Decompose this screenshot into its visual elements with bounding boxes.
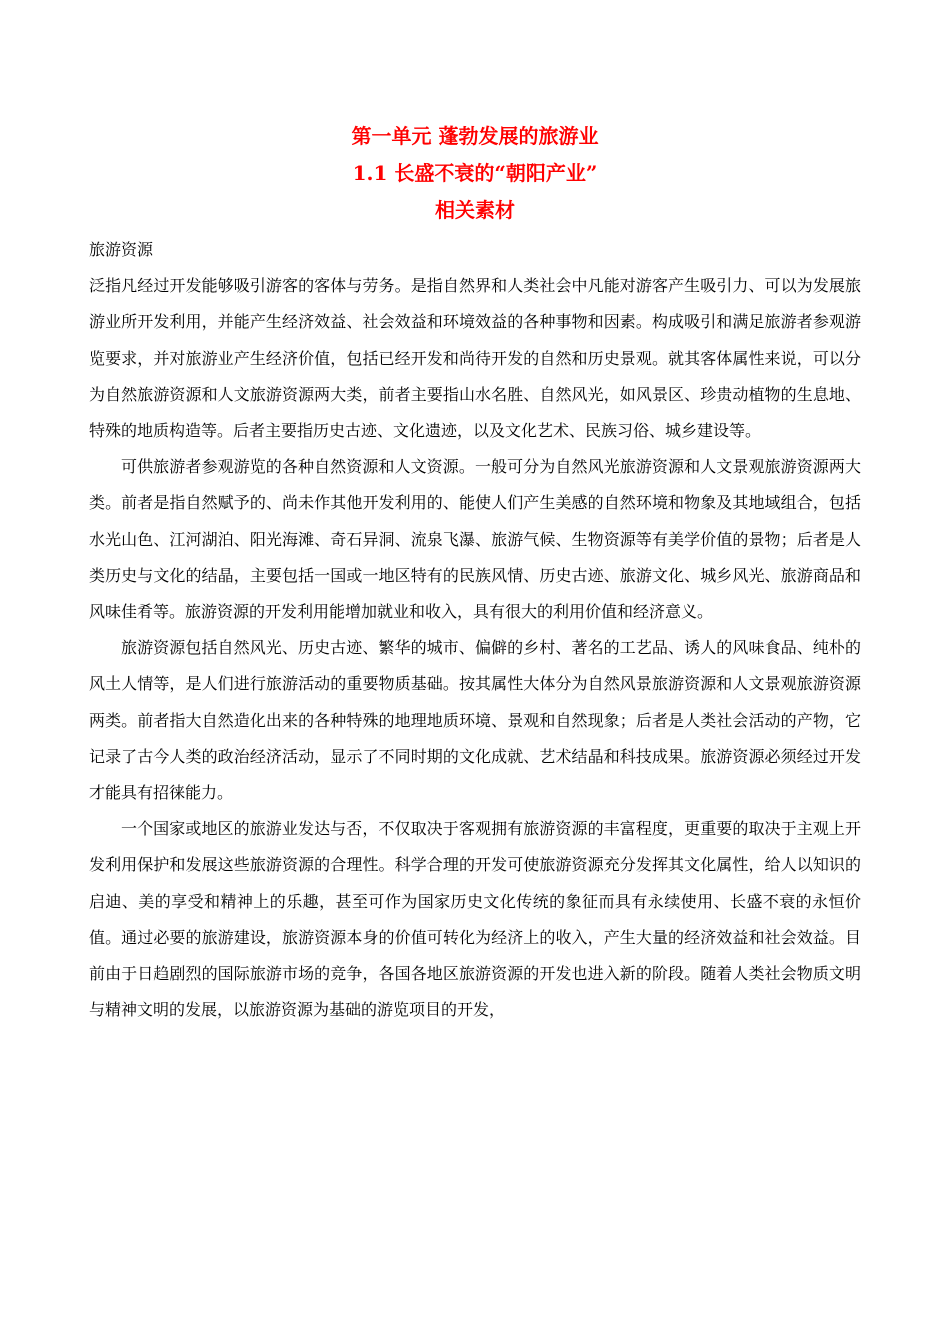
material-title: 相关素材 xyxy=(435,198,515,222)
body-text xyxy=(89,232,861,1028)
title-block xyxy=(0,118,950,229)
lesson-title: 1.1 长盛不衰的“朝阳产业” xyxy=(352,161,598,185)
paragraph-scope: 旅游资源包括自然风光、历史古迹、繁华的城市、偏僻的乡村、著名的工艺品、诱人的风味食品、纯朴的风土人情等，是人们进行旅游活动的重要物质基础。按其属性大体分为自然风景旅游资源和人文景观旅游资源两类。前者指大自然造化出来的各种特殊的地理地质环境、景观和自然现象；后者是人类社会活动的产物，它记录了古今人类的政治经济活动，显示了不同时期的文化成就、艺术结晶和科技成果。旅游资源必须经过开发才能具有招徕能力。 xyxy=(89,638,861,803)
section-heading: 旅游资源 xyxy=(89,240,154,259)
paragraph-development: 一个国家或地区的旅游业发达与否，不仅取决于客观拥有旅游资源的丰富程度，更重要的取决于主观上开发利用保护和发展这些旅游资源的合理性。科学合理的开发可使旅游资源充分发挥其文化属性，给人以知识的启迪、美的享受和精神上的乐趣，甚至可作为国家历史文化传统的象征而具有永续使用、长盛不衰的永恒价值。通过必要的旅游建设，旅游资源本身的价值可转化为经济上的收入，产生大量的经济效益和社会效益。目前由于日趋剧烈的国际旅游市场的竞争，各国各地区旅游资源的开发也进入新的阶段。随着人类社会物质文明与精神文明的发展，以旅游资源为基础的游览项目的开发， xyxy=(89,819,861,1020)
unit-title: 第一单元 蓬勃发展的旅游业 xyxy=(351,124,599,148)
paragraph-definition: 泛指凡经过开发能够吸引游客的客体与劳务。是指自然界和人类社会中凡能对游客产生吸引力、可以为发展旅游业所开发利用，并能产生经济效益、社会效益和环境效益的各种事物和因素。构成吸引和满足旅游者参观游览要求，并对旅游业产生经济价值，包括已经开发和尚待开发的自然和历史景观。就其客体属性来说，可以分为自然旅游资源和人文旅游资源两大类，前者主要指山水名胜、自然风光，如风景区、珍贵动植物的生息地、特殊的地质构造等。后者主要指历史古迹、文化遗迹，以及文化艺术、民族习俗、城乡建设等。 xyxy=(89,276,861,441)
paragraph-classification: 可供旅游者参观游览的各种自然资源和人文资源。一般可分为自然风光旅游资源和人文景观旅游资源两大类。前者是指自然赋予的、尚未作其他开发利用的、能使人们产生美感的自然环境和物象及其地域组合，包括水光山色、江河湖泊、阳光海滩、奇石异洞、流泉飞瀑、旅游气候、生物资源等有美学价值的景物；后者是人类历史与文化的结晶，主要包括一国或一地区特有的民族风情、历史古迹、旅游文化、城乡风光、旅游商品和风味佳肴等。旅游资源的开发利用能增加就业和收入，具有很大的利用价值和经济意义。 xyxy=(89,457,861,622)
